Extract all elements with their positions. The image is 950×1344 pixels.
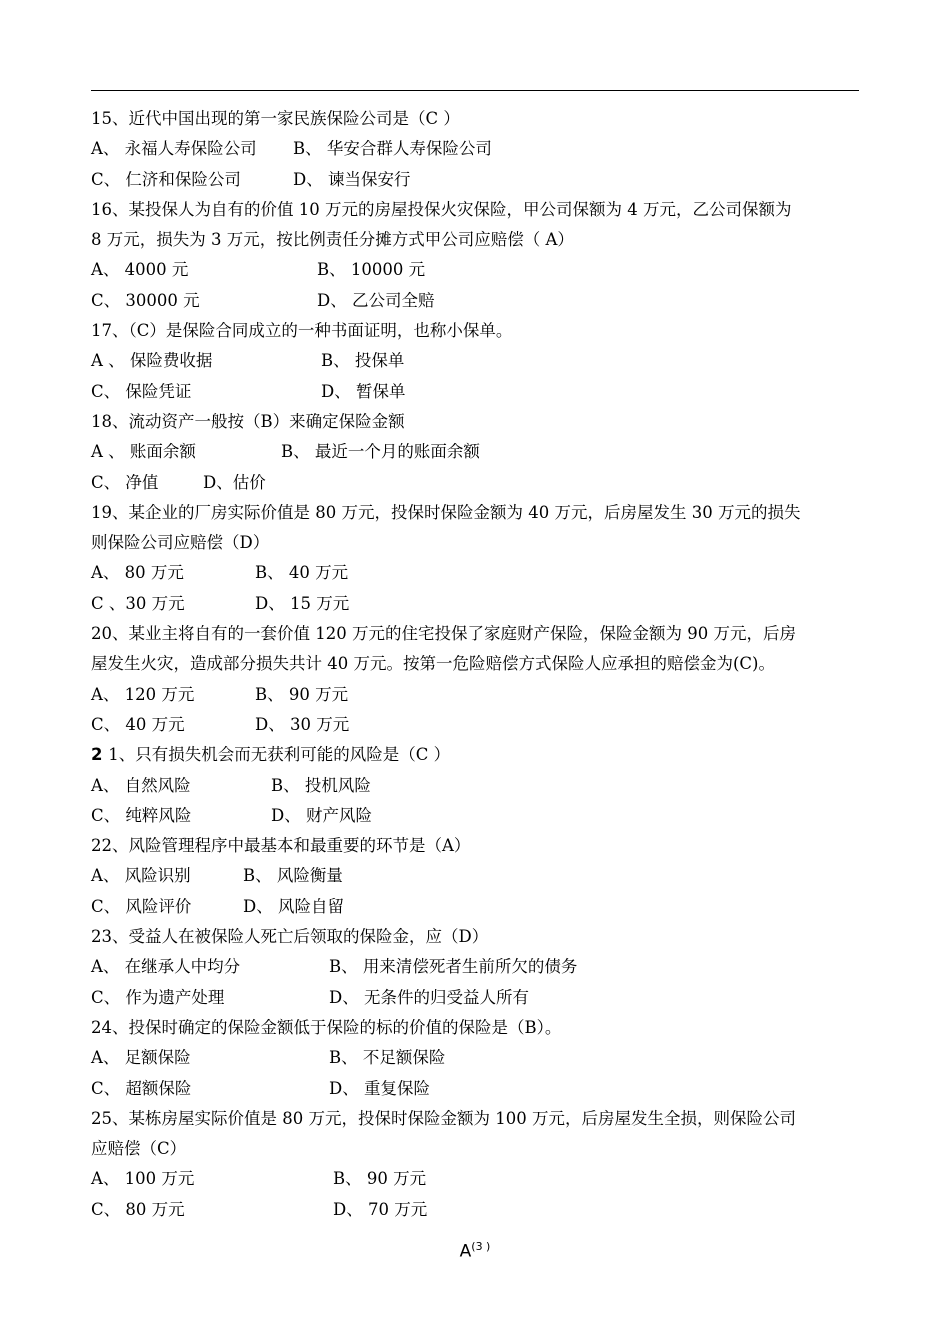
options-row	[91, 952, 863, 982]
options-row	[91, 377, 863, 407]
question-21-number-prefix: 2	[91, 745, 109, 765]
options-row	[91, 710, 863, 740]
option-d: D、 财产风险	[271, 805, 372, 825]
option-b: B、 40 万元	[255, 563, 349, 583]
options-row	[91, 1074, 863, 1104]
option-d: D、 谏当保安行	[293, 169, 411, 189]
option-b: B、 90 万元	[333, 1169, 427, 1189]
option-d: D、 乙公司全赔	[317, 290, 435, 310]
option-c: C、 净值	[91, 472, 159, 492]
question-23: 23、受益人在被保险人死亡后领取的保险金，应（D）	[91, 927, 489, 947]
option-a: A、 4000 元	[91, 260, 189, 280]
question-21-text: 1、只有损失机会而无获利可能的风险是（C ）	[108, 745, 451, 765]
option-a: A、 自然风险	[91, 775, 191, 795]
question-15: 15、近代中国出现的第一家民族保险公司是（C ）	[91, 109, 460, 128]
option-c: C、 纯粹风险	[91, 805, 192, 825]
option-a: A、 永福人寿保险公司	[91, 139, 257, 159]
option-c: C、 超额保险	[91, 1078, 192, 1098]
option-d: D、 无条件的归受益人所有	[329, 987, 529, 1007]
options-row	[91, 1043, 863, 1073]
question-list	[91, 104, 863, 1225]
option-c: C、 作为遗产处理	[91, 987, 225, 1007]
option-d: D、 30 万元	[255, 714, 350, 734]
option-b: B、 风险衡量	[243, 866, 343, 886]
footer-letter: A	[459, 1241, 472, 1262]
option-c: C、 80 万元	[91, 1199, 185, 1219]
options-row	[91, 558, 863, 588]
option-d: D、 70 万元	[333, 1199, 428, 1219]
question-20-line-2: 屋发生火灾，造成部分损失共计 40 万元。按第一危险赔偿方式保险人应承担的赔偿金为(C)。	[91, 654, 775, 674]
options-row	[91, 983, 863, 1013]
question-16-line-1: 16、某投保人为自有的价值 10 万元的房屋投保火灾保险，甲公司保额为 4 万元，乙公司保额为	[91, 199, 792, 219]
options-row	[91, 165, 863, 195]
question-25-line-1: 25、某栋房屋实际价值是 80 万元，投保时保险金额为 100 万元，后房屋发生全损，则保险公司	[91, 1108, 796, 1128]
option-b: B、 投机风险	[271, 775, 371, 795]
option-a: A 、 账面余额	[91, 442, 196, 462]
option-a: A 、 保险费收据	[91, 351, 213, 371]
question-24: 24、投保时确定的保险金额低于保险的标的价值的保险是（B）。	[91, 1017, 562, 1037]
page-footer: $A^{(3 )}$	[459, 1240, 491, 1262]
options-row	[91, 680, 863, 710]
option-d: D、 暂保单	[321, 381, 406, 401]
option-c: C、 40 万元	[91, 714, 185, 734]
option-b: B、 10000 元	[317, 260, 426, 280]
question-22: 22、风险管理程序中最基本和最重要的环节是（A）	[91, 836, 471, 856]
option-d: D、 风险自留	[243, 896, 344, 916]
option-b: B、 投保单	[321, 351, 405, 371]
option-c: C、 保险凭证	[91, 381, 192, 401]
question-19-line-2: 则保险公司应赔偿（D）	[91, 533, 270, 553]
option-a: A、 风险识别	[91, 866, 191, 886]
option-a: A、 足额保险	[91, 1048, 191, 1068]
option-a: A、 在继承人中均分	[91, 957, 241, 977]
question-21	[91, 740, 863, 770]
option-c: C、 仁济和保险公司	[91, 169, 241, 189]
option-b: B、 用来清偿死者生前所欠的债务	[329, 957, 578, 977]
question-19-line-1: 19、某企业的厂房实际价值是 80 万元，投保时保险金额为 40 万元，后房屋发生 30 万元的损失	[91, 502, 801, 522]
options-row	[91, 346, 863, 376]
options-row	[91, 255, 863, 285]
options-row	[91, 468, 863, 498]
option-c: C 、30 万元	[91, 593, 185, 613]
header-rule	[91, 90, 859, 91]
options-row	[91, 437, 863, 467]
option-a: A、 120 万元	[91, 684, 195, 704]
options-row	[91, 892, 863, 922]
option-b: B、 华安合群人寿保险公司	[293, 139, 492, 159]
options-row	[91, 771, 863, 801]
option-d: D、 重复保险	[329, 1078, 430, 1098]
option-d: D、 15 万元	[255, 593, 350, 613]
question-17: 17、（C）是保险合同成立的一种书面证明，也称小保单。	[91, 321, 513, 341]
options-row	[91, 1164, 863, 1194]
question-25-line-2: 应赔偿（C）	[91, 1139, 187, 1159]
option-a: A、 100 万元	[91, 1169, 195, 1189]
option-a: A、 80 万元	[91, 563, 184, 583]
option-b: B、 最近一个月的账面余额	[281, 442, 480, 462]
options-row	[91, 801, 863, 831]
question-18: 18、流动资产一般按（B）来确定保险金额	[91, 411, 405, 431]
options-row	[91, 861, 863, 891]
option-c: C、 30000 元	[91, 290, 200, 310]
question-16-line-2: 8 万元，损失为 3 万元，按比例责任分摊方式甲公司应赔偿（ A）	[91, 230, 574, 250]
option-b: B、 不足额保险	[329, 1048, 446, 1068]
options-row	[91, 134, 863, 164]
question-20-line-1: 20、某业主将自有的一套价值 120 万元的住宅投保了家庭财产保险，保险金额为 90 万元，后房	[91, 624, 796, 644]
options-row	[91, 1195, 863, 1225]
option-c: C、 风险评价	[91, 896, 192, 916]
options-row	[91, 589, 863, 619]
options-row	[91, 286, 863, 316]
page-number: 3	[475, 1240, 483, 1253]
option-b: B、 90 万元	[255, 684, 349, 704]
option-d: D、估价	[203, 472, 266, 492]
